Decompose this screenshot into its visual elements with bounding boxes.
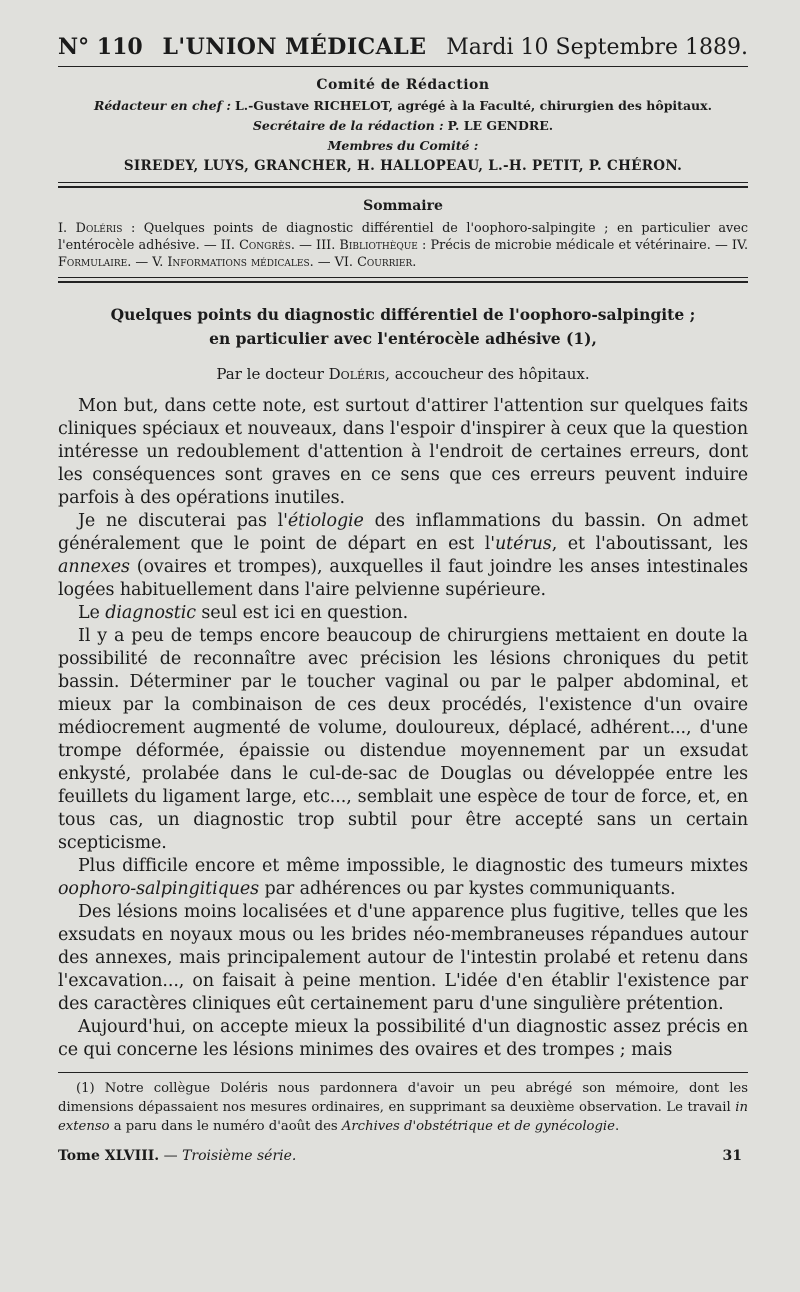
p2-uterus: utérus [495, 534, 552, 554]
paragraph-7: Aujourd'hui, on accepte mieux la possibilité d'un diagnostic assez précis en ce qui concerne les lésions minimes des ovaires et des trompes ; mais [58, 1017, 748, 1060]
footnote-extenso: in extenso [58, 1100, 748, 1134]
footnote-text: a paru dans le numéro d'août des [109, 1119, 342, 1134]
paragraph-5 [58, 855, 748, 901]
footnote-text: . [614, 1119, 620, 1134]
membres-names: SIREDEY, LUYS, GRANCHER, H. HALLOPEAU, L.-H. PETIT, P. CHÉRON. [123, 158, 683, 174]
paragraph-1: Mon but, dans cette note, est surtout d'attirer l'attention sur quelques faits cliniques spéciaux et nouveaux, dans l'espoir d'inspirer à ceux que la question intéresse un redoublement d'attention à l'endroit de certaines erreurs, dont les conséquences sont graves en ce sens que ces erreurs peuvent induire parfois à des opérations inutiles. [58, 396, 748, 508]
paragraph-2 [58, 510, 748, 602]
comite-title: Comité de Rédaction [316, 77, 490, 93]
redacteur-label: Rédacteur en chef : [94, 98, 231, 113]
secretaire-line [58, 118, 748, 133]
membres-line [58, 138, 748, 153]
author-suffix: , accoucheur des hôpitaux. [385, 365, 590, 383]
author-name: Doléris [328, 365, 386, 383]
p2-text: des inflammations du bassin. On admet généralement que le point de départ en est l' [58, 511, 748, 554]
footer-sep: — [159, 1148, 183, 1164]
p2-annexes: annexes [58, 557, 130, 577]
p3-text: seul est ici en question. [195, 603, 409, 623]
p2-text: (ovaires et trompes), auxquelles il faut joindre les anses intestinales logées habituellement dans l'aire pelvienne supérieure. [58, 557, 748, 600]
issue-number: N° 110 [58, 34, 143, 60]
sommaire-ii-label: Congrès. [239, 238, 295, 253]
paragraph-3 [58, 602, 748, 625]
section-double-rule [58, 182, 748, 188]
sommaire-v-label: Informations médicales. [167, 255, 314, 270]
article-author [58, 365, 748, 383]
author-prefix: Par le docteur [216, 365, 329, 383]
sommaire-i-label: I. Doléris [58, 221, 123, 236]
footer-serie: Troisième série. [182, 1148, 297, 1164]
sommaire-iii-text: : Précis de microbie médicale et vétérinaire. — IV. [417, 238, 749, 253]
page-number: 31 [722, 1148, 742, 1164]
journal-title: L'UNION MÉDICALE [162, 34, 427, 60]
p2-etiologie: étiologie [287, 511, 364, 531]
p5-text: par adhérences ou par kystes communiquants. [259, 879, 676, 899]
article-body [58, 395, 748, 1062]
sommaire-iii-label: Bibliothèque [339, 238, 418, 253]
sommaire-sep: — V. [131, 255, 168, 270]
sommaire-vi-label: Courrier. [357, 255, 417, 270]
membres-label: Membres du Comité : [327, 138, 479, 153]
p3-diagnostic: diagnostic [105, 603, 196, 623]
footnote-text: (1) Notre collègue Doléris nous pardonnera d'avoir un peu abrégé son mémoire, dont les dimensions dépassaient nos mesures ordinaires, en supprimant sa deuxième observation. Le travail [58, 1081, 748, 1115]
redacteur-name: L.-Gustave RICHELOT, agrégé à la Faculté, chirurgien des hôpitaux. [234, 98, 712, 113]
paragraph-4: Il y a peu de temps encore beaucoup de chirurgiens mettaient en doute la possibilité de reconnaître avec précision les lésions chroniques du petit bassin. Déterminer par le toucher vaginal ou par le palper abdominal, et mieux par la combinaison de ces deux procédés, l'existence d'un ovaire médiocrement augmenté de volume, douloureux, déplacé, adhérent..., d'une trompe déformée, épaissie ou distendue moyennement par un exsudat enkysté, prolabée dans le cul-de-sac de Douglas ou développée entre les feuillets du ligament large, etc..., semblait une espèce de tour de force, et, en tous cas, un diagnostic trop subtil pour être accepté sans un certain scepticisme. [58, 626, 748, 853]
article-title [58, 303, 748, 351]
p2-text: Je ne discuterai pas l' [78, 511, 288, 531]
sommaire-i-text: : Quelques points de diagnostic différentiel de l'oophoro-salpingite ; en particulier avec l'entérocèle adhésive. — II. [58, 221, 748, 253]
sommaire-iv-label: Formulaire. [58, 255, 132, 270]
sommaire-sep: — VI. [313, 255, 358, 270]
footer-tome-line [58, 1148, 296, 1164]
article-title-line2: en particulier avec l'entérocèle adhésive (1), [209, 329, 597, 348]
p3-text: Le [78, 603, 106, 623]
page-header [58, 34, 748, 64]
sommaire-title: Sommaire [363, 198, 443, 214]
sommaire-text [58, 220, 748, 271]
footnote [58, 1079, 748, 1136]
issue-date: Mardi 10 Septembre 1889. [446, 35, 748, 60]
article-title-line1: Quelques points du diagnostic différentiel de l'oophoro-salpingite ; [110, 305, 696, 324]
page-footer [58, 1148, 748, 1164]
footer-tome: Tome XLVIII. [58, 1148, 160, 1164]
header-rule [58, 66, 748, 67]
paragraph-6: Des lésions moins localisées et d'une apparence plus fugitive, telles que les exsudats en noyaux mous ou les brides néo-membraneuses répandues autour des annexes, mais principalement autour de l'intestin prolabé et retenu dans l'excavation..., on faisait à peine mention. L'idée d'en établir l'existence par des caractères cliniques eût certainement paru d'une singulière prétention. [58, 902, 748, 1014]
redacteur-line [58, 98, 748, 113]
secretaire-label: Secrétaire de la rédaction : [252, 118, 444, 133]
p5-text: Plus difficile encore et même impossible, le diagnostic des tumeurs mixtes [78, 856, 748, 876]
secretaire-name: P. LE GENDRE. [447, 118, 554, 133]
p2-text: , et l'aboutissant, les [551, 534, 749, 554]
footnote-archives: Archives d'obstétrique et de gynécologie [341, 1119, 615, 1134]
sommaire-sep: — III. [294, 238, 340, 253]
footnote-rule [58, 1072, 748, 1073]
sommaire-double-rule [58, 277, 748, 283]
p5-italic: oophoro-salpingitiques [58, 879, 260, 899]
